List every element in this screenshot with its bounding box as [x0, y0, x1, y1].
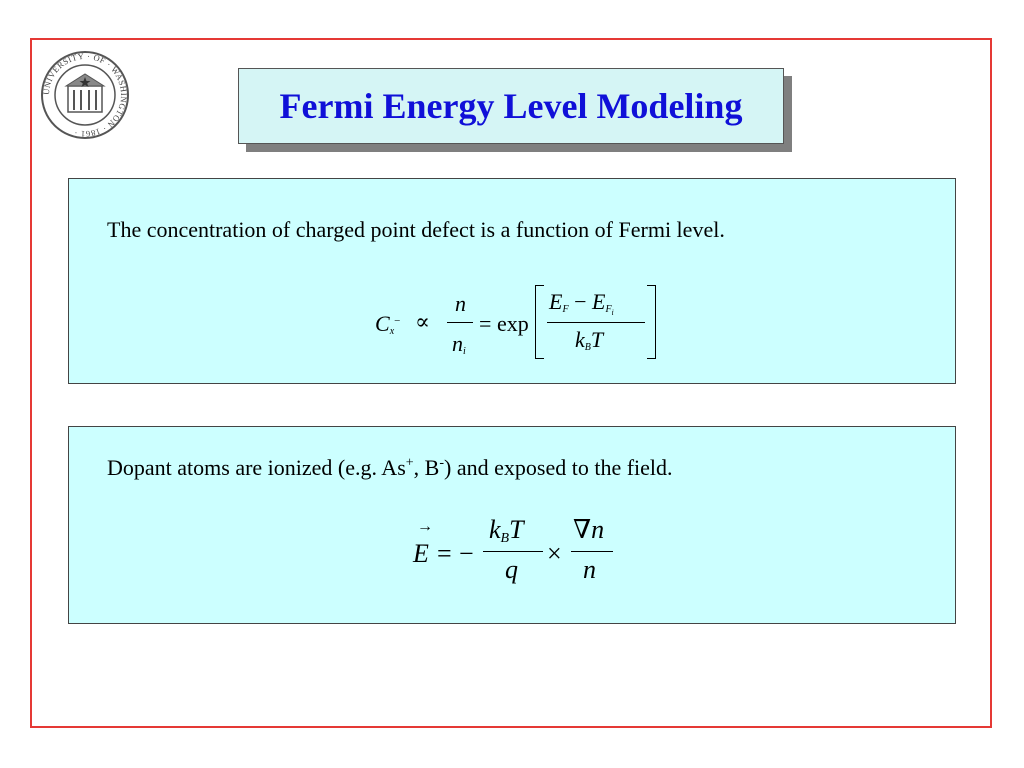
panel1-text: The concentration of charged point defect is a function of Fermi level. [107, 217, 725, 242]
slide-title: Fermi Energy Level Modeling [279, 86, 743, 126]
eq1-inner-den: kBT [575, 327, 604, 353]
eq2-lhs: E [413, 539, 429, 568]
eq2-frac2-bar [571, 551, 613, 552]
eq1-right-bracket [647, 285, 656, 359]
eq2-times: × [547, 539, 562, 568]
eq2-num1: $k_BT$ [489, 515, 524, 546]
svg-text:UNIVERSITY · OF · WASHINGTON ·: UNIVERSITY · OF · WASHINGTON · 1861 · [40, 50, 130, 140]
eq1-proportional: ∝ [415, 309, 430, 334]
eq1-frac-bar [447, 322, 473, 323]
eq2-minus: − [459, 539, 474, 568]
eq2-den2: n [583, 555, 596, 584]
eq2-num2: ∇n [573, 515, 605, 544]
eq1-inner-num: EF − $EF_i$ [549, 289, 614, 317]
eq2-den1: q [505, 555, 518, 584]
electric-field-panel [68, 426, 956, 624]
eq1-exp: exp [497, 311, 529, 336]
fermi-level-panel [68, 178, 956, 384]
eq1-frac-num: n [455, 291, 466, 316]
eq1-equals: = [479, 311, 492, 336]
eq1-inner-bar [547, 322, 645, 323]
eq2-equals: = [437, 539, 452, 568]
university-seal-logo [40, 50, 130, 140]
defect-concentration-equation [375, 277, 675, 367]
eq1-lhs: Cx− [375, 311, 401, 337]
eq1-frac-den: ni [452, 331, 466, 357]
eq1-left-bracket [535, 285, 544, 359]
eq2-frac1-bar [483, 551, 543, 552]
electric-field-equation [413, 513, 623, 603]
title-box [238, 68, 784, 144]
eq2-vector-arrow: → [417, 518, 433, 535]
panel2-text: Dopant atoms are ionized (e.g. As+, B-) and exposed to the field. [107, 455, 673, 480]
